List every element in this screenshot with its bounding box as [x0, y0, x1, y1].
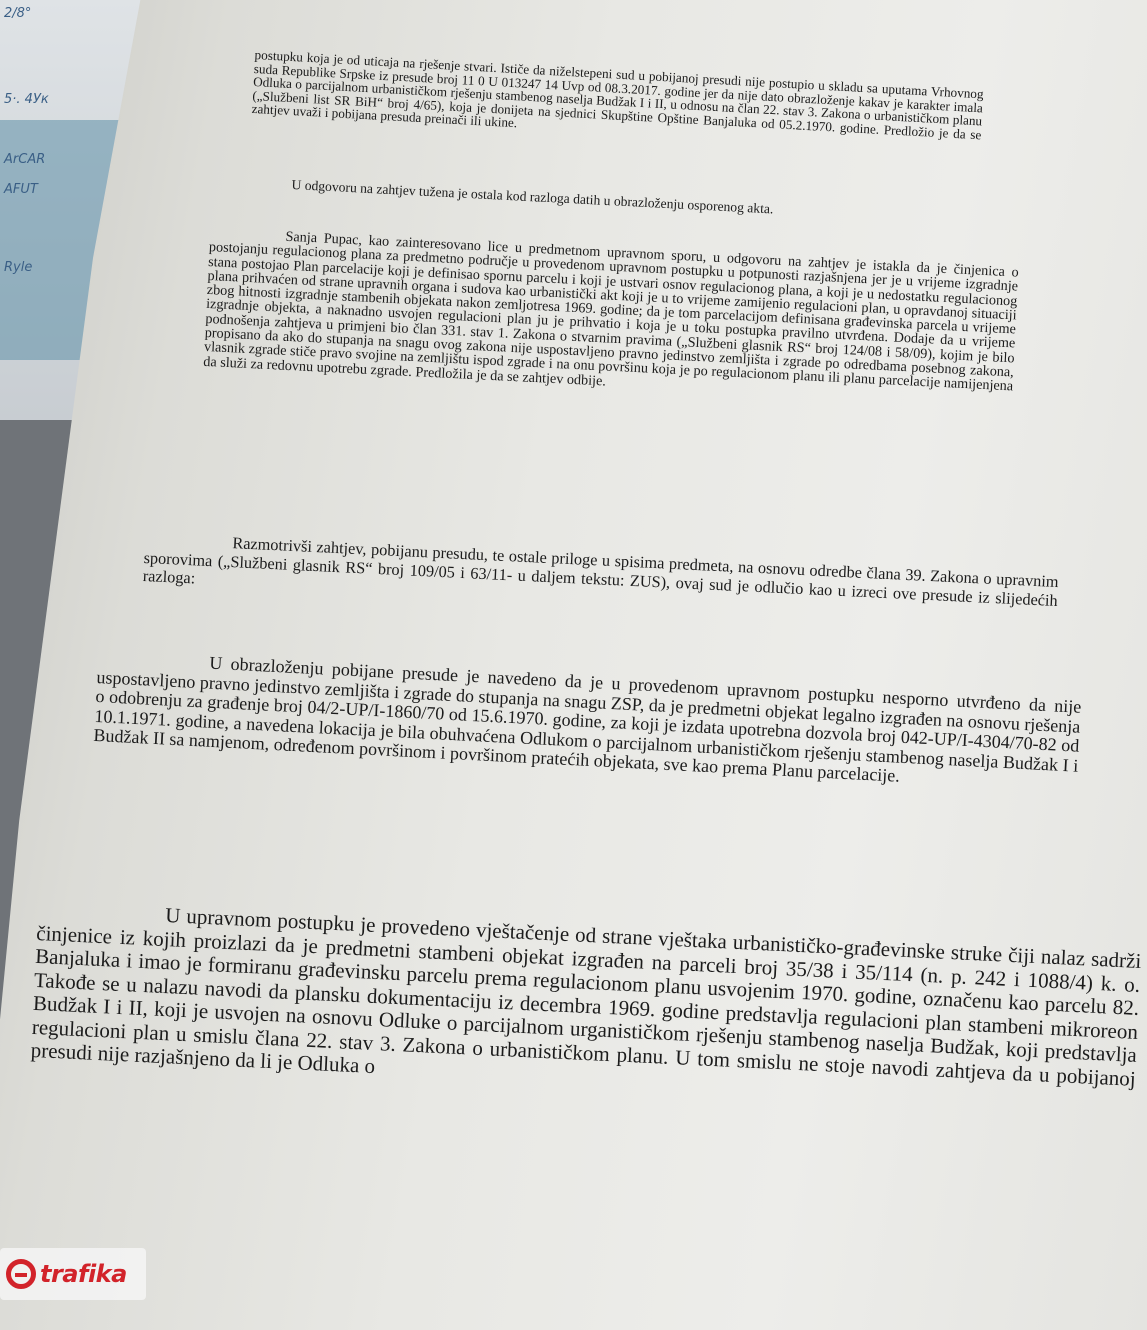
paragraph-indent [231, 186, 291, 189]
paragraph-1-text: postupku koja je od uticaja na rješenje stvari. Ističe da niželstepeni sud u pobijanoj presudi nije postupio u skladu sa uputama Vrhovnog suda Republike Srpske iz presude broj 11 0 U 013247 14 Uvp od 08.3.2017. godine jer da nije dato obrazloženje kakav je karakter imala Odluka o parcijalnom urbanističkom rješenju stambenog naselja Budžak I i II, u odnosu na član 22. stav 3. Zakona o urbanističkom planu („Službeni list SR BiH“ broj 4/65), koja je donijeta na sjednici Skupštine Opštine Banjaluka od 05.2.1970. godine. Predložio je da se zahtjev uvaži i pobijana presuda preinači ili ukine. [251, 47, 984, 142]
paragraph-5 [93, 648, 1082, 795]
paragraph-2-text: U odgovoru na zahtjev tužena je ostala kod razloga datih u obrazloženju osporenog akta. [291, 177, 774, 217]
paragraph-2 [231, 175, 991, 227]
margin-scribble-4: AFUT [4, 182, 38, 197]
paragraph-3 [203, 226, 1019, 408]
margin-scribble-5: Ryle [4, 260, 33, 275]
paragraph-4-text: Razmotrivši zahtjev, pobijanu presudu, te ostale priloge u spisima predmeta, na osnovu odredbe člana 39. Zakona o upravnim sporovima („Službeni glasnik RS“ broj 109/05 i 63/11- u daljem tekstu: ZUS), ovaj sud je odlučio kao u izreci ove presude iz slijedećih razloga: [142, 533, 1060, 610]
e-circle-logo-icon [6, 1259, 36, 1289]
watermark-logo [0, 1248, 146, 1300]
paragraph-1 [251, 48, 984, 155]
margin-scribble-1: 2/8° [4, 6, 32, 21]
paragraph-6 [30, 898, 1142, 1114]
watermark-text: trafika [40, 1260, 127, 1288]
margin-scribble-2: 5·. 4Ук [4, 92, 49, 107]
paragraph-3-text: Sanja Pupac, kao zainteresovano lice u predmetnom upravnom sporu, u odgovoru na zahtjev je istakla da je činjenica o postojanju regulacionog plana za predmetno područje u provedenom upravnom postupku u potpunosti razjašnjena jer je u vrijeme izgradnje stana postojao Plan parcelacije koji je definisao spornu parcelu i koji je ustvari osnov regulacionog plana, a koji je u nedostatku regulacionog plana prihvaćen od strane upravnih organa i sudova kao urbanistički akt koji je u to vrijeme zamijenio regulacioni plan, u opravdanoj situaciji zbog hitnosti izgradnje stambenih objekata nakon zemljotresa 1969. godine; da je tom parcelacijom definisana građevinska parcela u vrijeme izgradnje objekta, a naknadno usvojen regulacioni plan ju je prihvatio i koja je u toku postupka pravilno utvrđena. Dodaje da u vrijeme podnošenja zahtjeva u primjeni bio član 331. stav 1. Zakona o stvarnim pravima („Službeni glasnik RS“ broj 124/08 i 58/09), kojim je bilo propisano da ako do stupanja na snagu ovog zakona nije uspostavljeno pravno jedinstvo zemljišta i zgrade po odredbama posebnog zakona, vlasnik zgrade stiče pravo svojine na zemljištu ispod zgrade i na onu površinu koja je po regulacionom planu ili planu parcelacije namijenjena da služi za redovnu upotrebu zgrade. Predložila je da se zahtjev odbije. [202, 228, 1020, 395]
paragraph-4 [142, 530, 1059, 629]
margin-scribble-3: ArCAR [4, 152, 46, 167]
paragraph-6-text: U upravnom postupku je provedeno vještačenje od strane vještaka urbanističko-građevinske struke čiji nalaz sadrži činjenice iz kojih proizlazi da je predmetni stambeni objekat izgrađen na parceli broj 35/38 i 35/114 (n. p. 242 i 1088/4) k. o. Banjaluka i imao je formiranu građevinsku parcelu prema regulacionom planu usvojenim 1970. godine, označenu kao parcelu 82. Takođe se u nalazu navodi da plansku dokumentaciju iz decembra 1969. godine predstavlja regulacioni plan stambeni mikroreon Budžak I i II, koji je usvojen na osnovu Odluke o parcijalnom urganističkom rješenju stambenog naselja Budžak, koji predstavlja regulacioni plan u smislu člana 22. stav 3. Zakona o urbanističkom planu. U tom smislu ne stoje navodi zahtjeva da u pobijanoj presudi nije razjašnjeno da li je Odluka o [30, 903, 1142, 1091]
paragraph-5-text: U obrazloženju pobijane presude je navedeno da je u provedenom upravnom postupku nesporno utvrđeno da nije uspostavljeno pravno jedinstvo zemljišta i zgrade do stupanja na snagu ZSP, da je predmetni objekat legalno izgrađen na osnovu rješenja o odobrenju za građenje broj 04/2-UP/I-1860/70 od 15.6.1970. godine, za koji je izdata upotrebna dozvola broj 042-UP/I-4304/70-82 od 10.1.1971. godine, a navedena lokacija je bila obuhvaćena Odlukom o parcijalnom urbanističkom rješenju stambenog naselja Budžak I i Budžak II sa namjenom, određenom površinom i površinom pratećih objekata, sve kao prema Planu parcelacije. [93, 652, 1082, 786]
